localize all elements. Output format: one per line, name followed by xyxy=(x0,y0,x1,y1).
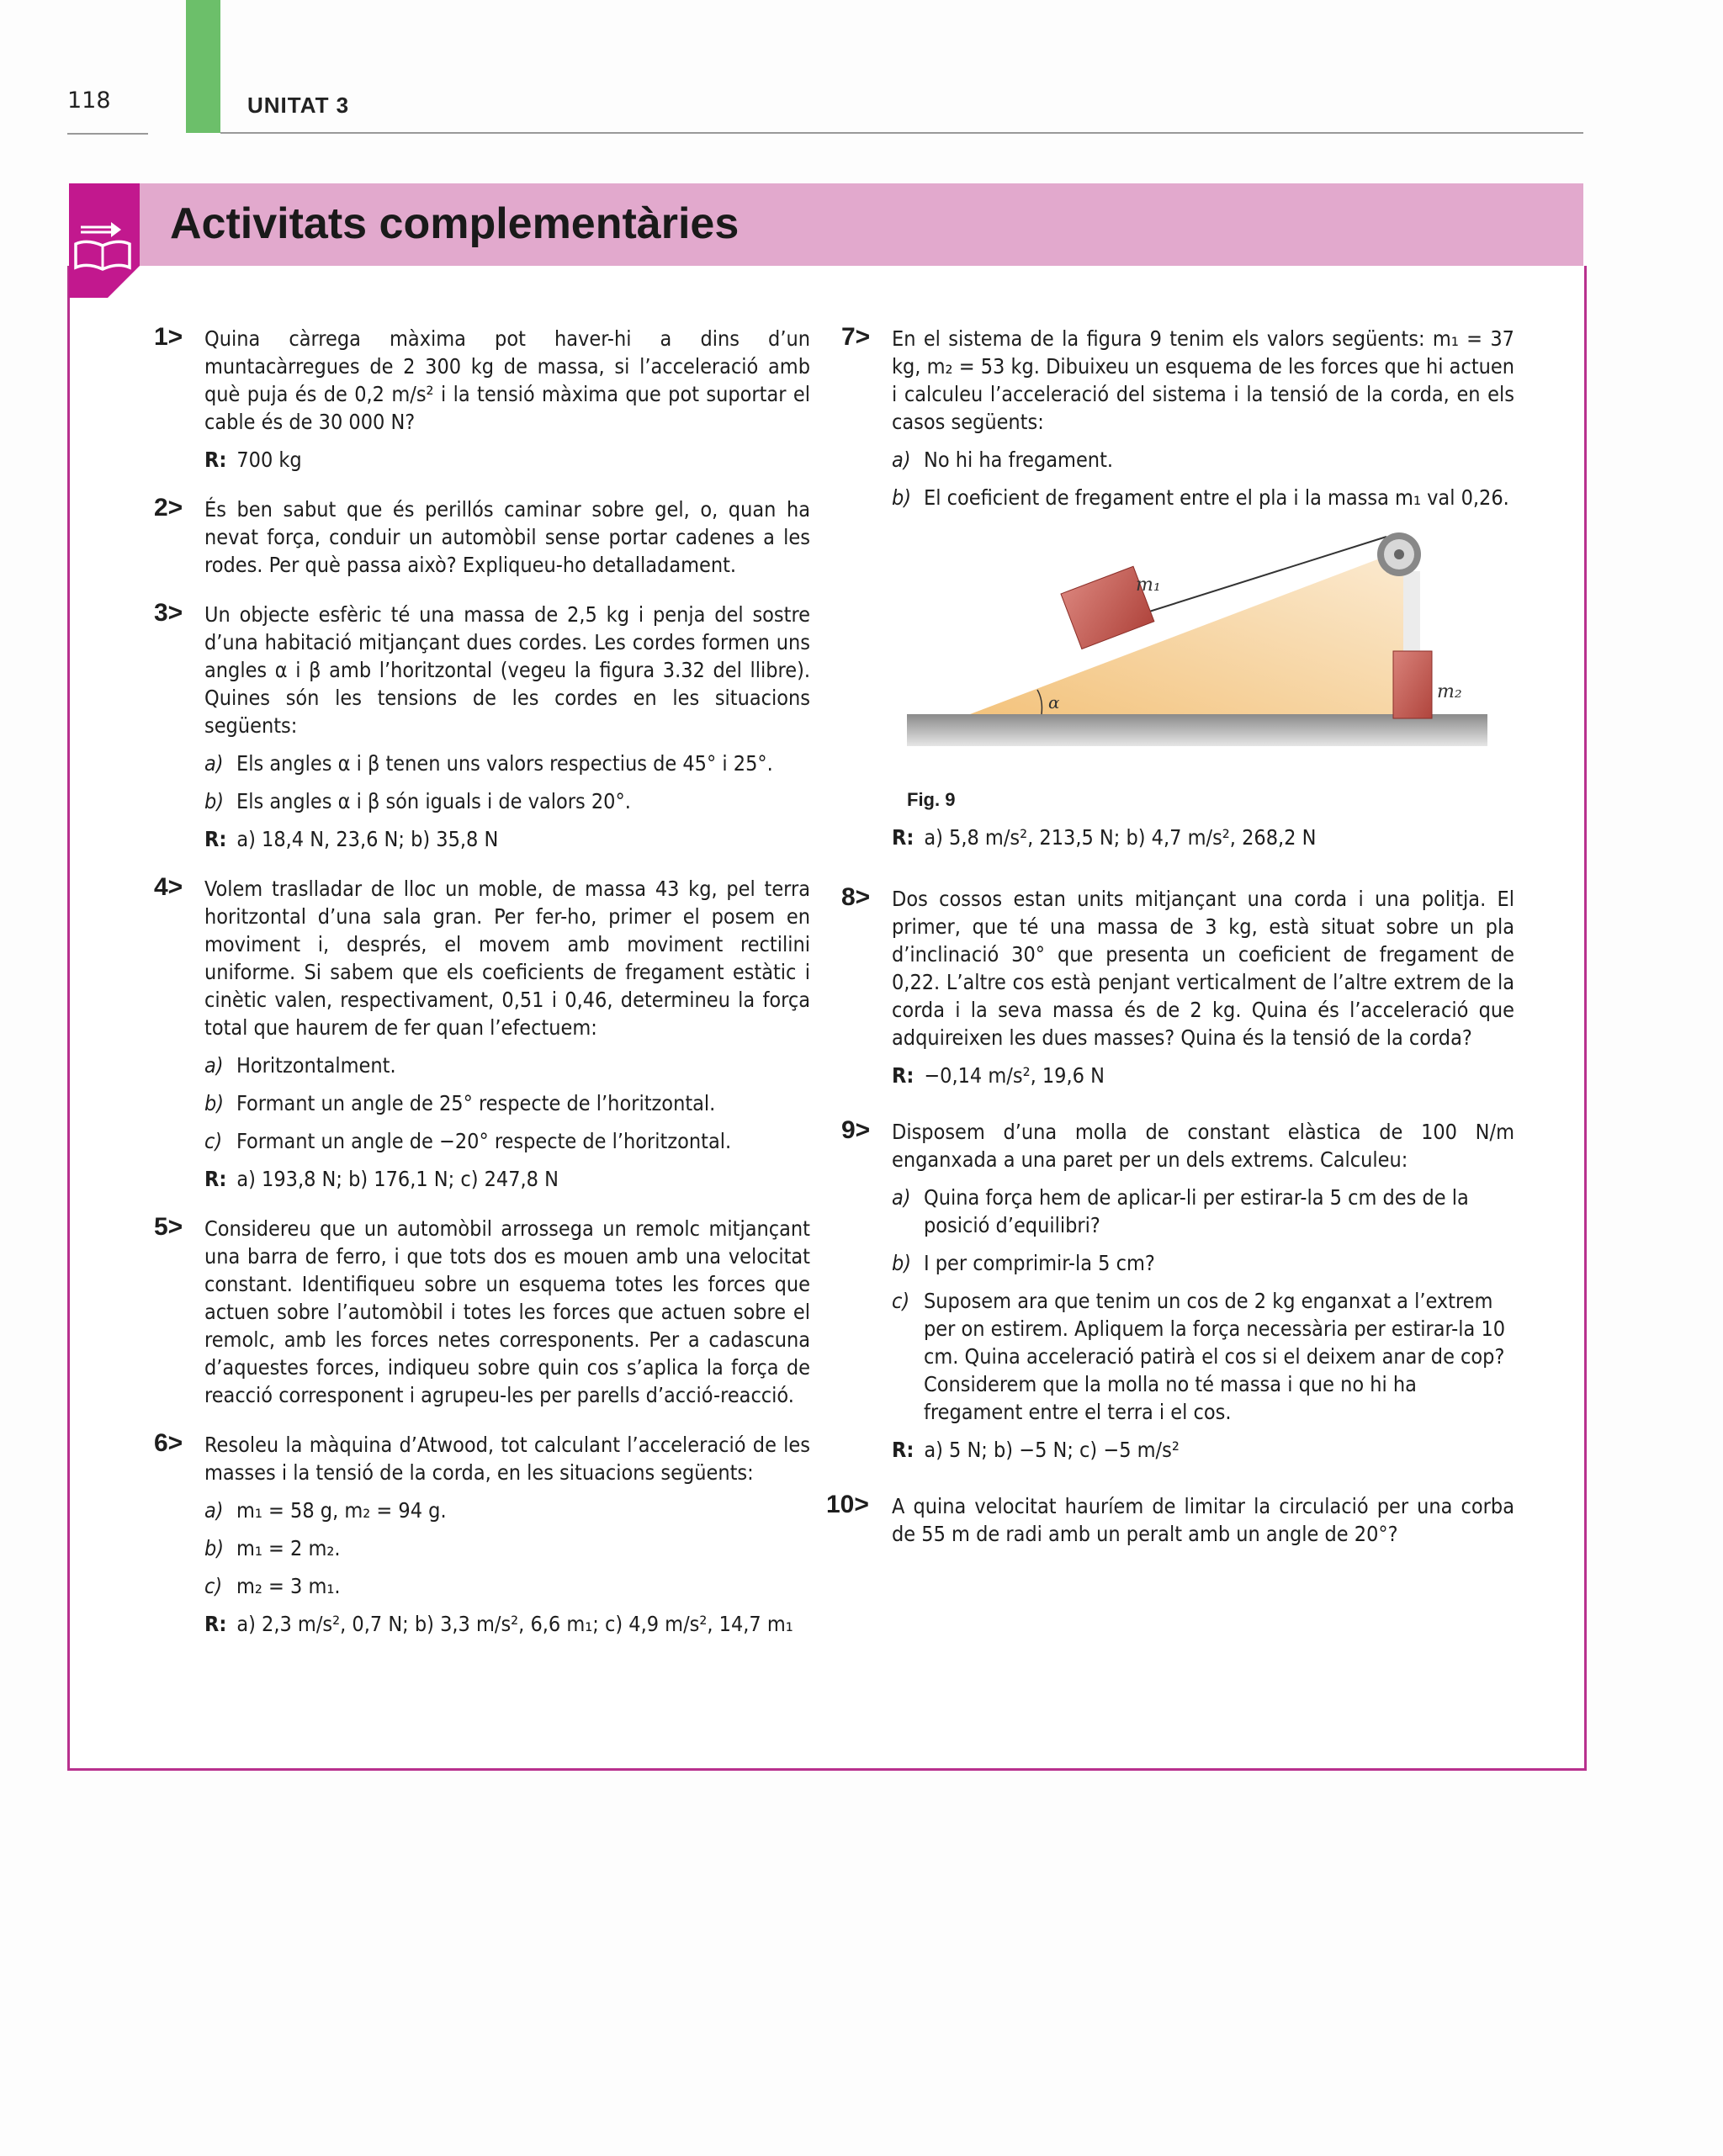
header-rule xyxy=(220,132,1583,134)
item-text: Suposem ara que tenim un cos de 2 kg enganxat a l’extrem per on estirem. Apliquem la força necessària per estirar-la 10 cm. Quina acceleració patirà el cos si el deixem anar de cop? Considerem que la molla no té massa i que no hi ha fregament entre el terra i el cos. xyxy=(924,1289,1506,1424)
sub-item xyxy=(204,1534,810,1562)
exercise-answer xyxy=(892,1062,1514,1089)
exercise-text: Resoleu la màquina d’Atwood, tot calculant l’acceleració de les masses i la tensió de la corda, en les situacions següents: xyxy=(204,1433,810,1485)
label-m2: m₂ xyxy=(1437,681,1462,702)
exercise-number: 3> xyxy=(154,599,183,627)
sub-item xyxy=(204,1052,810,1079)
item-text: m₂ = 3 m₁. xyxy=(236,1574,341,1598)
exercise-2 xyxy=(154,495,810,579)
exercise-text: Dos cossos estan units mitjançant una corda i una politja. El primer, que té una massa de 3 kg, està situat sobre un pla d’inclinació 30° que presenta un coeficient de fregament de 0,22. L’altre cos està penjant verticalment de l’altre extrem de la corda i la seva massa és de 2 kg. Quina és l’acceleració que adquireixen les dues masses? Quina és la tensió de la corda? xyxy=(892,887,1514,1050)
item-text: El coeficient de fregament entre el pla i la massa m₁ val 0,26. xyxy=(924,485,1509,510)
item-letter: a) xyxy=(204,1498,224,1523)
exercise-answer xyxy=(204,1610,810,1638)
item-letter: a) xyxy=(204,751,224,776)
sub-item xyxy=(204,1127,810,1155)
unit-label: UNITAT 3 xyxy=(247,93,350,118)
item-text: Formant un angle de 25° respecte de l’horitzontal. xyxy=(236,1091,716,1115)
left-column xyxy=(154,325,810,1660)
sub-item xyxy=(204,1089,810,1117)
answer-text: −0,14 m/s², 19,6 N xyxy=(924,1063,1105,1088)
sub-item xyxy=(892,1249,1514,1277)
exercise-7 xyxy=(841,325,1514,851)
exercise-6 xyxy=(154,1431,810,1638)
exercise-5 xyxy=(154,1215,810,1409)
exercise-number: 6> xyxy=(154,1429,183,1457)
exercise-text: Volem traslladar de lloc un moble, de massa 43 kg, pel terra horitzontal d’una sala gran. Per fer-ho, primer el posem en moviment i, després, el movem amb moviment rectilini uniforme. Si sabem que els coeficients de fregament estàtic i cinètic valen, respectivament, 0,51 i 0,46, determineu la força total que haurem de fer quan l’efectuem: xyxy=(204,877,810,1040)
exercise-9 xyxy=(841,1118,1514,1464)
item-letter: b) xyxy=(204,1536,225,1560)
exercise-number: 8> xyxy=(841,883,871,911)
exercise-8 xyxy=(841,885,1514,1089)
exercise-text: En el sistema de la figura 9 tenim els valors següents: m₁ = 37 kg, m₂ = 53 kg. Dibuixeu un esquema de les forces que hi actuen i calculeu l’acceleració del sistema i la tensió de la corda, en els casos següents: xyxy=(892,326,1514,434)
exercise-number: 9> xyxy=(841,1116,871,1144)
answer-text: a) 5,8 m/s², 213,5 N; b) 4,7 m/s², 268,2 N xyxy=(924,825,1317,850)
item-text: Formant un angle de −20° respecte de l’horitzontal. xyxy=(236,1129,732,1153)
item-letter: c) xyxy=(204,1574,223,1598)
item-letter: c) xyxy=(204,1129,223,1153)
exercise-1 xyxy=(154,325,810,474)
exercise-answer xyxy=(204,825,810,853)
answer-text: a) 193,8 N; b) 176,1 N; c) 247,8 N xyxy=(236,1167,559,1191)
item-text: Quina força hem de aplicar-li per estirar-la 5 cm des de la posició d’equilibri? xyxy=(924,1185,1469,1237)
item-letter: c) xyxy=(892,1289,910,1313)
item-letter: b) xyxy=(204,1091,225,1115)
item-letter: a) xyxy=(892,1185,911,1210)
exercise-3 xyxy=(154,601,810,853)
item-text: No hi ha fregament. xyxy=(924,448,1114,472)
exercise-text: Un objecte esfèric té una massa de 2,5 kg i penja del sostre d’una habitació mitjançant dues cordes. Les cordes formen uns angles α i β amb l’horitzontal (vegeu la figura 3.32 del llibre). Quines són les tensions de les cordes en les situacions següents: xyxy=(204,602,810,738)
exercise-number: 7> xyxy=(841,323,871,351)
figure-caption: Fig. 9 xyxy=(907,789,956,810)
answer-label: R: xyxy=(892,1063,915,1088)
label-m1: m₁ xyxy=(1136,575,1161,596)
sub-item xyxy=(204,787,810,815)
exercise-10 xyxy=(826,1491,1514,1548)
exercise-answer xyxy=(204,446,810,474)
block-m2 xyxy=(1393,651,1432,718)
sub-item xyxy=(204,1572,810,1600)
item-letter: b) xyxy=(892,485,912,510)
sub-item xyxy=(892,484,1514,511)
answer-text: 700 kg xyxy=(236,448,302,472)
sub-item xyxy=(204,750,810,777)
item-text: m₁ = 58 g, m₂ = 94 g. xyxy=(236,1498,447,1523)
book-icon xyxy=(69,183,140,298)
incline-plane xyxy=(970,554,1412,714)
sub-item xyxy=(892,446,1514,474)
sub-item xyxy=(204,1496,810,1524)
answer-text: a) 5 N; b) −5 N; c) −5 m/s² xyxy=(924,1438,1180,1462)
angle-label: α xyxy=(1048,692,1060,712)
item-text: m₁ = 2 m₂. xyxy=(236,1536,341,1560)
answer-label: R: xyxy=(204,827,227,851)
page-number: 118 xyxy=(67,87,111,114)
exercise-text: És ben sabut que és perillós caminar sobre gel, o, quan ha nevat força, conduir un automòbil sense portar cadenes a les rodes. Per què passa això? Expliqueu-ho detalladament. xyxy=(204,497,810,577)
exercise-text: A quina velocitat hauríem de limitar la circulació per una corba de 55 m de radi amb un peralt amb un angle de 20°? xyxy=(892,1494,1514,1546)
sub-item xyxy=(892,1184,1514,1239)
exercise-number: 2> xyxy=(154,494,183,522)
answer-text: a) 2,3 m/s², 0,7 N; b) 3,3 m/s², 6,6 m₁; c) 4,9 m/s², 14,7 m₁ xyxy=(236,1612,793,1636)
sub-item xyxy=(892,1287,1514,1426)
item-letter: b) xyxy=(204,789,225,813)
exercise-answer xyxy=(892,1436,1514,1464)
item-letter: a) xyxy=(204,1053,224,1078)
exercise-number: 10> xyxy=(826,1491,869,1518)
page-number-rule xyxy=(67,133,148,135)
exercise-text: Quina càrrega màxima pot haver-hi a dins d’un muntacàrregues de 2 300 kg de massa, si l’acceleració amb què puja és de 0,2 m/s² i la tensió màxima que pot suportar el cable és de 30 000 N? xyxy=(204,326,810,434)
exercise-text: Considereu que un automòbil arrossega un remolc mitjançant una barra de ferro, i que tots dos es mouen amb una velocitat constant. Identifiqueu sobre un esquema totes les forces que actuen sobre l’automòbil i totes les forces que actuen sobre el remolc, amb les forces netes corresponents. Per a cadascuna d’aquestes forces, indiqueu sobre quin cos s’aplica la força de reacció corresponent i agrupeu-les per parells d’acció-reacció. xyxy=(204,1216,810,1407)
answer-label: R: xyxy=(892,1438,915,1462)
item-text: Els angles α i β són iguals i de valors 20°. xyxy=(236,789,631,813)
answer-label: R: xyxy=(204,1167,227,1191)
exercise-number: 1> xyxy=(154,323,183,351)
answer-label: R: xyxy=(204,448,227,472)
answer-label: R: xyxy=(892,825,915,850)
item-text: Els angles α i β tenen uns valors respectius de 45° i 25°. xyxy=(236,751,773,776)
item-letter: a) xyxy=(892,448,911,472)
section-title: Activitats complementàries xyxy=(170,199,740,248)
item-text: Horitzontalment. xyxy=(236,1053,396,1078)
item-letter: b) xyxy=(892,1251,912,1275)
right-column xyxy=(826,323,1514,1570)
exercise-text: Disposem d’una molla de constant elàstica de 100 N/m enganxada a una paret per un dels extrems. Calculeu: xyxy=(892,1120,1514,1172)
answer-text: a) 18,4 N, 23,6 N; b) 35,8 N xyxy=(236,827,499,851)
unit-color-tab xyxy=(186,0,220,133)
exercise-number: 4> xyxy=(154,873,183,901)
ground xyxy=(907,714,1487,746)
exercise-answer xyxy=(892,824,1514,851)
item-text: I per comprimir-la 5 cm? xyxy=(924,1251,1155,1275)
exercise-number: 5> xyxy=(154,1213,183,1241)
exercise-answer xyxy=(204,1165,810,1193)
section-banner xyxy=(69,183,1583,266)
inclined-plane-figure xyxy=(907,525,1496,769)
exercise-4 xyxy=(154,875,810,1193)
answer-label: R: xyxy=(204,1612,227,1636)
